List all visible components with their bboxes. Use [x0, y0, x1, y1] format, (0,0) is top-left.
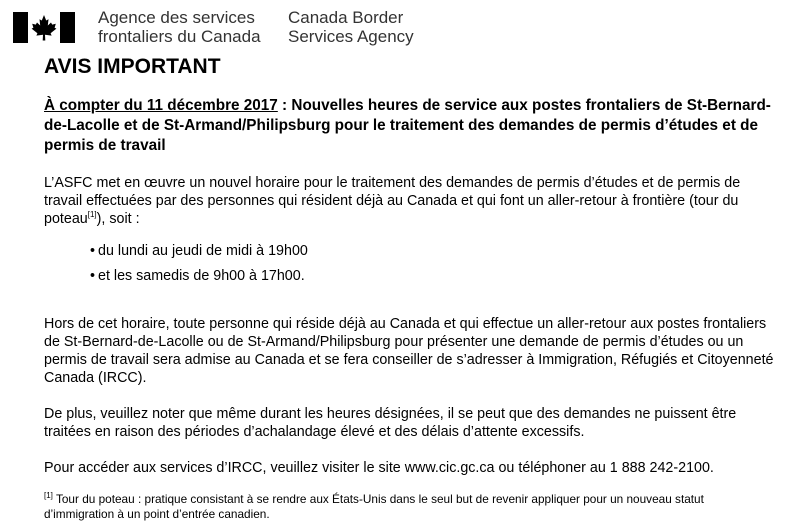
notice-headline — [44, 96, 774, 156]
footnote-reference[interactable]: [1] — [87, 210, 97, 220]
agency-name-english — [288, 8, 414, 46]
agency-fr-line1: Agence des services — [98, 8, 255, 27]
notice-body — [44, 96, 774, 522]
footnote-text: Tour du poteau : pratique consistant à se rendre aux États-Unis dans le seul but de revenir appliquer pour un nouveau statut d’immigration à un point d’entrée canadien. — [44, 492, 704, 521]
delays-paragraph: De plus, veuillez noter que même durant les heures désignées, il se peut que des demandes ne puissent être traitées en raison des périodes d’achalandage élevé et des délais d’attente excessifs. — [44, 406, 737, 440]
schedule-item-weekdays: • du lundi au jeudi de midi à 19h00 — [90, 242, 774, 260]
intro-paragraph — [44, 174, 774, 228]
schedule-item-saturdays: • et les samedis de 9h00 à 17h00. — [90, 267, 774, 285]
schedule-list — [44, 242, 774, 285]
agency-en-line1: Canada Border — [288, 8, 404, 27]
footnote-marker: [1] — [44, 491, 53, 501]
intro-text: L’ASFC met en œuvre un nouvel horaire pour le traitement des demandes de permis d’études et de permis de travail effectuées par des personnes qui résident déjà au Canada et qui font un aller-retour à frontière (tour du poteau — [44, 175, 741, 227]
agency-en-line2: Services Agency — [288, 27, 414, 46]
page-title: AVIS IMPORTANT — [44, 55, 221, 78]
page-header — [0, 0, 795, 52]
effective-date: À compter du 11 décembre 2017 — [44, 97, 278, 114]
agency-fr-line2: frontaliers du Canada — [98, 27, 261, 46]
footnote — [44, 492, 774, 522]
agency-name-french — [98, 8, 261, 46]
intro-text-end: ), soit : — [96, 211, 140, 227]
contact-paragraph: Pour accéder aux services d’IRCC, veuillez visiter le site www.cic.gc.ca ou téléphoner au 1 888 242-2100. — [44, 460, 714, 476]
headline-text: : Nouvelles heures de service aux postes frontaliers de St-Bernard-de-Lacolle et de St-Armand/Philipsburg pour le traitement des demandes de permis d’études et de permis de travail — [44, 97, 771, 154]
outside-hours-paragraph: Hors de cet horaire, toute personne qui réside déjà au Canada et qui effectue un aller-retour aux postes frontaliers de St-Bernard-de-Lacolle ou de St-Armand/Philipsburg pour présenter une demande de permis d’études ou un permis de travail sera admise au Canada et se fera conseiller de s’adresser à Immigration, Réfugiés et Citoyenneté Canada (IRCC). — [44, 316, 774, 386]
canada-flag-icon — [13, 12, 75, 43]
